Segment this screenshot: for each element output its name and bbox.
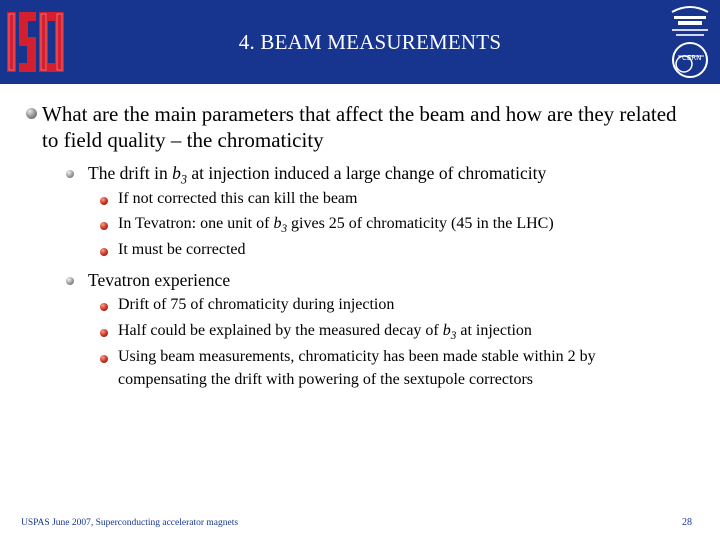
drift-subpoint: In Tevatron: one unit of $b_3$ gives 25 of chromaticity (45 in the LHC) [118, 215, 554, 236]
bullet-level3-icon [100, 248, 108, 256]
main-point: What are the main parameters that affect the beam and how are they related to field quality – the chromaticity [42, 102, 677, 152]
svg-text:CERN: CERN [682, 54, 702, 62]
tevatron-subpoint: Drift of 75 of chromaticity during injection [118, 296, 395, 313]
slide-header [0, 0, 720, 84]
page-number: 28 [682, 517, 692, 528]
drift-point: The drift in $b_3$ at injection induced a large change of chromaticity [88, 163, 547, 187]
drift-subpoint: If not corrected this can kill the beam [118, 190, 358, 207]
bullet-level3-icon [100, 303, 108, 311]
bullet-level3-icon [100, 355, 108, 363]
fermilab-logo-icon [672, 7, 708, 36]
tevatron-subpoint: Using beam measurements, chromaticity has been made stable within 2 by compensating the drift with powering of the sextupole correctors [118, 348, 596, 388]
institute-logo-icon [4, 6, 68, 78]
cern-logo-icon [673, 43, 707, 77]
drift-subpoint: It must be corrected [118, 241, 246, 258]
bullet-level3-icon [100, 329, 108, 337]
bullet-level2-icon [66, 277, 74, 285]
bullet-level3-icon [100, 222, 108, 230]
bullet-level2-icon [66, 170, 74, 178]
bullet-level1-icon [26, 108, 37, 119]
bullet-level3-icon [100, 197, 108, 205]
slide-title: 4. BEAM MEASUREMENTS [238, 30, 502, 54]
lab-logos-icon [664, 4, 716, 80]
tevatron-point: Tevatron experience [88, 270, 231, 290]
tevatron-subpoint: Half could be explained by the measured decay of $b_3$ at injection [118, 322, 532, 343]
footer-text: USPAS June 2007, Superconducting accelerator magnets [21, 518, 239, 528]
